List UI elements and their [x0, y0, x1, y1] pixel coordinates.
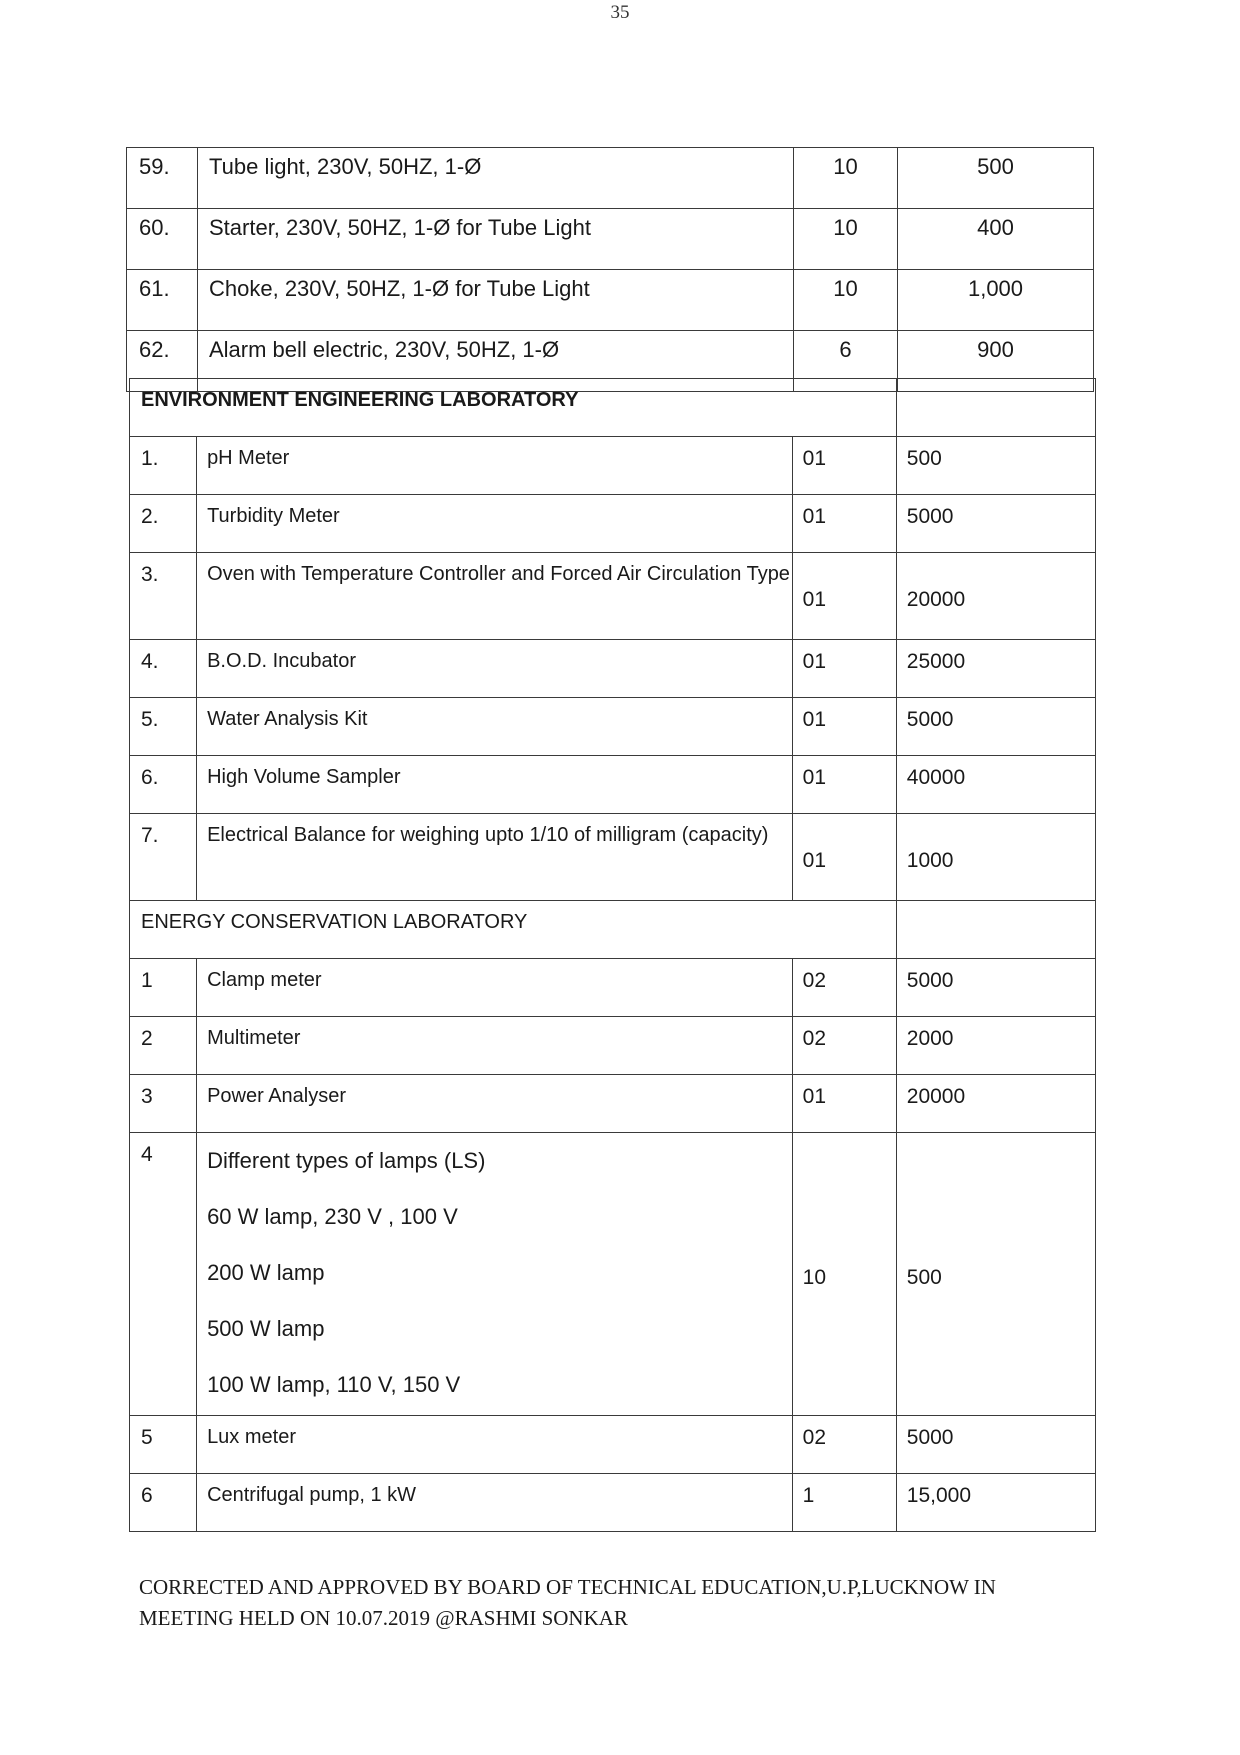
- electrical-items-table: [126, 147, 1094, 392]
- item-number: 1.: [130, 437, 197, 495]
- item-cost: 1000: [896, 814, 1095, 901]
- table-row: [130, 437, 1096, 495]
- table-row: [130, 698, 1096, 756]
- table-row: [130, 553, 1096, 640]
- table-row: [127, 148, 1094, 209]
- item-number: 2: [130, 1017, 197, 1075]
- item-number: 59.: [127, 148, 198, 209]
- item-quantity: 01: [792, 1075, 896, 1133]
- laboratory-equipment-table: [129, 378, 1096, 1532]
- section-title-energy: ENERGY CONSERVATION LABORATORY: [130, 901, 897, 959]
- table-row: [130, 1474, 1096, 1532]
- item-quantity: 01: [792, 553, 896, 640]
- item-cost: 500: [898, 148, 1094, 209]
- item-description: Tube light, 230V, 50HZ, 1-Ø: [198, 148, 794, 209]
- item-number: 7.: [130, 814, 197, 901]
- item-number: 4.: [130, 640, 197, 698]
- item-cost: 400: [898, 209, 1094, 270]
- lamp-line: 60 W lamp, 230 V , 100 V: [207, 1204, 458, 1229]
- item-quantity: 01: [792, 495, 896, 553]
- item-description: B.O.D. Incubator: [197, 640, 793, 698]
- item-cost: 5000: [896, 959, 1095, 1017]
- item-description: Oven with Temperature Controller and Forced Air Circulation Type: [197, 553, 793, 640]
- item-description: Lux meter: [197, 1416, 793, 1474]
- item-quantity: 01: [792, 814, 896, 901]
- item-quantity: 01: [792, 698, 896, 756]
- table-row: [130, 1133, 1096, 1416]
- item-description: Alarm bell electric, 230V, 50HZ, 1-Ø: [198, 331, 794, 392]
- table-row: [130, 1017, 1096, 1075]
- item-cost: 1,000: [898, 270, 1094, 331]
- section-title-environment: ENVIRONMENT ENGINEERING LABORATORY: [130, 379, 897, 437]
- item-number: 62.: [127, 331, 198, 392]
- lamp-line: 200 W lamp: [207, 1260, 325, 1285]
- item-quantity: 02: [792, 1416, 896, 1474]
- item-cost: 20000: [896, 553, 1095, 640]
- item-number: 6.: [130, 756, 197, 814]
- item-quantity: 02: [792, 1017, 896, 1075]
- item-cost: 5000: [896, 1416, 1095, 1474]
- item-quantity: 01: [792, 437, 896, 495]
- table-row: [130, 756, 1096, 814]
- section-row-environment: [130, 379, 1096, 437]
- empty-cell: [896, 379, 1095, 437]
- item-quantity: 10: [792, 1133, 896, 1416]
- item-description: Centrifugal pump, 1 kW: [197, 1474, 793, 1532]
- item-description: Choke, 230V, 50HZ, 1-Ø for Tube Light: [198, 270, 794, 331]
- item-cost: 900: [898, 331, 1094, 392]
- item-number: 1: [130, 959, 197, 1017]
- section-row-energy: [130, 901, 1096, 959]
- item-number: 61.: [127, 270, 198, 331]
- item-quantity: 10: [794, 209, 898, 270]
- item-description: Water Analysis Kit: [197, 698, 793, 756]
- item-number: 3.: [130, 553, 197, 640]
- item-number: 60.: [127, 209, 198, 270]
- item-description: High Volume Sampler: [197, 756, 793, 814]
- table-row: [130, 640, 1096, 698]
- item-cost: 40000: [896, 756, 1095, 814]
- footer-line: MEETING HELD ON 10.07.2019 @RASHMI SONKAR: [139, 1606, 628, 1630]
- item-number: 5.: [130, 698, 197, 756]
- table-row: [130, 814, 1096, 901]
- table-row: [130, 495, 1096, 553]
- lamp-line: 500 W lamp: [207, 1316, 325, 1341]
- table-row: [130, 1075, 1096, 1133]
- item-number: 4: [130, 1133, 197, 1416]
- item-cost: 20000: [896, 1075, 1095, 1133]
- item-quantity: 01: [792, 640, 896, 698]
- item-description: Starter, 230V, 50HZ, 1-Ø for Tube Light: [198, 209, 794, 270]
- item-quantity: 10: [794, 148, 898, 209]
- item-cost: 2000: [896, 1017, 1095, 1075]
- item-quantity: 6: [794, 331, 898, 392]
- item-cost: 15,000: [896, 1474, 1095, 1532]
- item-quantity: 10: [794, 270, 898, 331]
- item-description: Clamp meter: [197, 959, 793, 1017]
- lamp-line: Different types of lamps (LS): [207, 1148, 486, 1173]
- lamp-line: 100 W lamp, 110 V, 150 V: [207, 1372, 461, 1397]
- item-description: Multimeter: [197, 1017, 793, 1075]
- table-row: [127, 209, 1094, 270]
- item-quantity: 01: [792, 756, 896, 814]
- footer-line: CORRECTED AND APPROVED BY BOARD OF TECHNICAL EDUCATION,U.P,LUCKNOW IN: [139, 1575, 996, 1599]
- empty-cell: [896, 901, 1095, 959]
- item-description: Electrical Balance for weighing upto 1/10 of milligram (capacity): [197, 814, 793, 901]
- item-cost: 25000: [896, 640, 1095, 698]
- table-row: [130, 1416, 1096, 1474]
- item-cost: 5000: [896, 495, 1095, 553]
- table-row: [130, 959, 1096, 1017]
- item-description: Power Analyser: [197, 1075, 793, 1133]
- page-number: 35: [610, 2, 630, 23]
- item-number: 2.: [130, 495, 197, 553]
- item-cost: 500: [896, 437, 1095, 495]
- item-cost: 5000: [896, 698, 1095, 756]
- table-row: [127, 270, 1094, 331]
- item-description: pH Meter: [197, 437, 793, 495]
- item-description: Turbidity Meter: [197, 495, 793, 553]
- item-cost: 500: [896, 1133, 1095, 1416]
- item-quantity: 1: [792, 1474, 896, 1532]
- item-number: 3: [130, 1075, 197, 1133]
- item-number: 5: [130, 1416, 197, 1474]
- item-description-lamps: [197, 1133, 793, 1416]
- approval-footer: [139, 1572, 1139, 1634]
- item-quantity: 02: [792, 959, 896, 1017]
- item-number: 6: [130, 1474, 197, 1532]
